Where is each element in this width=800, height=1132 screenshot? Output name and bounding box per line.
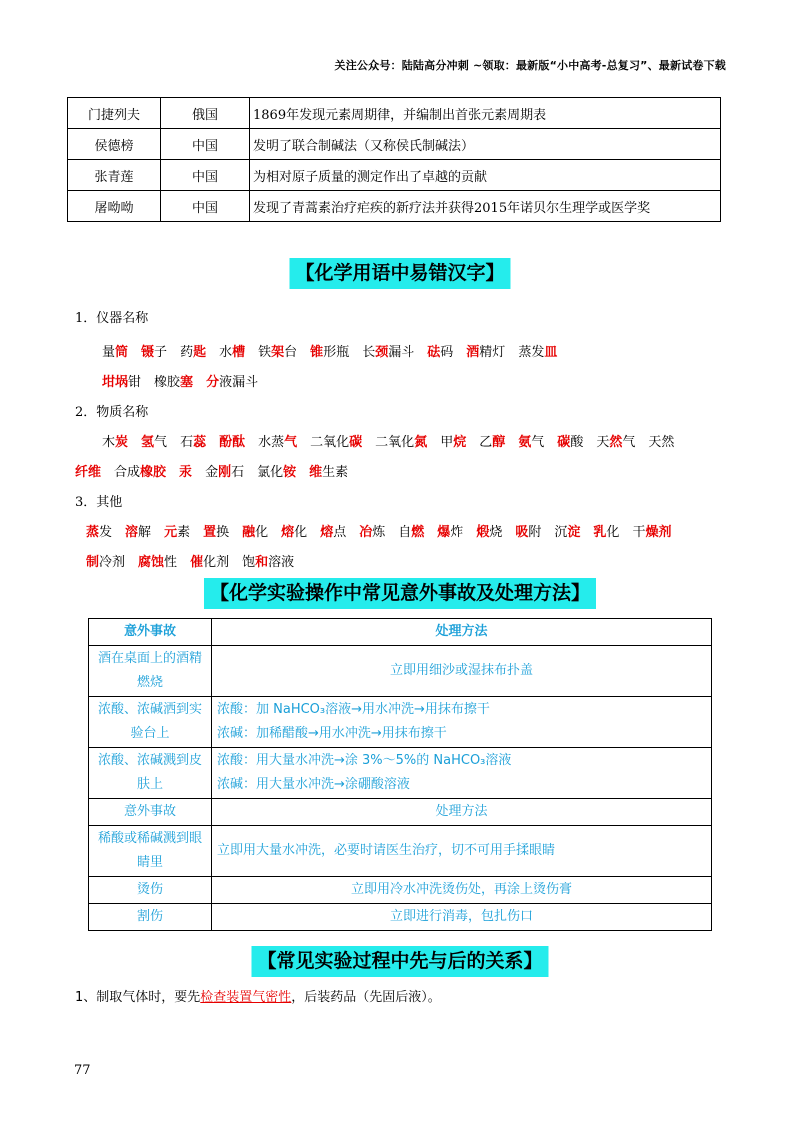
method-cell <box>212 748 712 799</box>
term-highlight: 橡胶 <box>140 465 167 480</box>
term-text: 石 <box>231 465 245 480</box>
term-text: 化剂 <box>203 555 230 570</box>
method-line: 立即进行消毒，包扎伤口 <box>389 909 533 924</box>
table-row <box>68 129 721 160</box>
term-highlight: 醇 <box>492 435 506 450</box>
term <box>375 431 427 450</box>
term <box>258 341 297 360</box>
term-text: 台 <box>284 345 298 360</box>
term <box>310 341 349 360</box>
term <box>205 461 244 480</box>
scientist-achievement: 为相对原子质量的测定作出了卓越的贡献 <box>250 160 721 191</box>
method-line: 立即用大量水冲洗，必要时请医生治疗，切不可用手揉眼睛 <box>217 843 556 858</box>
term-text: 甲 <box>440 435 454 450</box>
term-text: 附 <box>528 525 542 540</box>
term <box>164 521 190 540</box>
term-highlight: 吸 <box>515 525 529 540</box>
term-text: 金 <box>205 465 219 480</box>
accident-cell: 稀酸或稀碱溅到眼睛里 <box>89 826 212 877</box>
term <box>242 521 268 540</box>
term-highlight: 架 <box>271 345 285 360</box>
method-line: 处理方法 <box>435 804 488 819</box>
term-text: 自 <box>398 525 412 540</box>
term-highlight: 炭 <box>115 435 129 450</box>
term-text: 沉 <box>554 525 568 540</box>
term <box>437 521 463 540</box>
term <box>554 521 580 540</box>
term-text: 木 <box>102 435 116 450</box>
method-header: 处理方法 <box>212 619 712 646</box>
term-highlight: 匙 <box>193 345 207 360</box>
term-text: 炼 <box>372 525 386 540</box>
term <box>179 461 192 480</box>
word-row <box>75 461 361 480</box>
term-highlight: 催 <box>190 555 204 570</box>
term-text: 乙 <box>479 435 493 450</box>
section-title-order: 【常见实验过程中先与后的关系】 <box>251 946 548 977</box>
term-highlight: 和 <box>255 555 269 570</box>
scientist-name: 张青莲 <box>68 160 161 191</box>
term-text: 形瓶 <box>323 345 350 360</box>
term-highlight: 氨 <box>518 435 532 450</box>
term-text: 二氧化 <box>310 435 350 450</box>
term <box>154 371 193 390</box>
term <box>138 551 177 570</box>
scientist-country: 中国 <box>161 160 250 191</box>
term-text: 水 <box>219 345 233 360</box>
table-row <box>89 646 712 697</box>
term-highlight: 槽 <box>232 345 246 360</box>
term-text: 二氧化 <box>375 435 415 450</box>
term-text: 解 <box>138 525 152 540</box>
page-number: 77 <box>74 1063 91 1078</box>
term-text: 液漏斗 <box>219 375 259 390</box>
table-row <box>89 697 712 748</box>
term <box>476 521 502 540</box>
term <box>427 341 453 360</box>
term-text: 钳 <box>128 375 142 390</box>
scientist-achievement: 发明了联合制碱法（又称侯氏制碱法） <box>250 129 721 160</box>
method-cell <box>212 697 712 748</box>
term-highlight: 制 <box>86 555 100 570</box>
term-highlight: 筒 <box>115 345 129 360</box>
term <box>518 341 557 360</box>
term-highlight: 融 <box>242 525 256 540</box>
accident-cell: 浓酸、浓碱洒到实验台上 <box>89 697 212 748</box>
table-row <box>68 160 721 191</box>
table-header-row <box>89 619 712 646</box>
term <box>102 431 128 450</box>
term <box>515 521 541 540</box>
term-highlight: 皿 <box>544 345 558 360</box>
term-text: 药 <box>180 345 194 360</box>
term-highlight: 熔 <box>281 525 295 540</box>
term-text: 漏斗 <box>388 345 415 360</box>
term-highlight: 煅 <box>476 525 490 540</box>
method-line: 浓酸：用大量水冲洗→涂 3%～5%的 NaHCO₃溶液 <box>217 753 512 768</box>
method-cell <box>212 877 712 904</box>
term-text: 生素 <box>322 465 349 480</box>
method-line: 浓酸：加 NaHCO₃溶液→用水冲洗→用抹布擦干 <box>217 702 490 717</box>
term <box>359 521 385 540</box>
table-row <box>89 877 712 904</box>
term-highlight: 镊 <box>141 345 155 360</box>
term-text: 子 <box>154 345 168 360</box>
term <box>596 431 635 450</box>
term <box>125 521 151 540</box>
table-row <box>68 191 721 222</box>
section-title-accidents: 【化学实验操作中常见意外事故及处理方法】 <box>204 578 596 609</box>
term-highlight: 坩埚 <box>102 375 129 390</box>
term <box>440 431 466 450</box>
term <box>648 431 674 450</box>
method-cell <box>212 646 712 697</box>
term <box>398 521 424 540</box>
term <box>518 431 544 450</box>
term <box>362 341 414 360</box>
method-line: 立即用冷水冲洗烫伤处，再涂上烫伤膏 <box>350 882 572 897</box>
term-text: 水蒸 <box>258 435 285 450</box>
table-row <box>89 904 712 931</box>
term-text: 铁 <box>258 345 272 360</box>
term <box>190 551 229 570</box>
accident-cell: 意外事故 <box>89 799 212 826</box>
final-item-highlight: 检查装置气密性 <box>200 990 292 1005</box>
term-highlight: 刚 <box>218 465 232 480</box>
term <box>320 521 346 540</box>
term <box>557 431 583 450</box>
term <box>479 431 505 450</box>
term-highlight: 乳 <box>593 525 607 540</box>
method-line: 浓碱：加稀醋酸→用水冲洗→用抹布擦干 <box>217 726 447 741</box>
final-item-suffix: ，后装药品（先固后液）。 <box>291 990 441 1005</box>
term <box>102 341 128 360</box>
word-row <box>102 371 271 390</box>
term-highlight: 纤维 <box>75 465 102 480</box>
term-text: 气 <box>622 435 636 450</box>
scientist-country: 俄国 <box>161 98 250 129</box>
term-text: 天然 <box>648 435 675 450</box>
term-text: 石 <box>180 435 194 450</box>
term-text: 长 <box>362 345 376 360</box>
term <box>206 371 258 390</box>
method-cell <box>212 799 712 826</box>
term-highlight: 溶 <box>125 525 139 540</box>
term-highlight: 维 <box>309 465 323 480</box>
term <box>281 521 307 540</box>
final-item <box>75 986 441 1005</box>
term-text: 码 <box>440 345 454 360</box>
term-highlight: 然 <box>609 435 623 450</box>
term-text: 气 <box>531 435 545 450</box>
term-highlight: 气 <box>284 435 298 450</box>
term-highlight: 铵 <box>283 465 297 480</box>
accident-cell: 浓酸、浓碱溅到皮肤上 <box>89 748 212 799</box>
term-highlight: 淀 <box>567 525 581 540</box>
term <box>114 461 166 480</box>
term <box>75 461 101 480</box>
term-text: 化 <box>294 525 308 540</box>
final-item-prefix: 1、制取气体时，要先 <box>75 990 201 1005</box>
term-highlight: 汞 <box>179 465 193 480</box>
term-highlight: 氮 <box>414 435 428 450</box>
word-row <box>102 341 570 360</box>
term-text: 化 <box>255 525 269 540</box>
term-text: 酸 <box>570 435 584 450</box>
term-highlight: 氢 <box>141 435 155 450</box>
scientist-country: 中国 <box>161 129 250 160</box>
term <box>593 521 619 540</box>
term <box>258 431 297 450</box>
term <box>219 431 245 450</box>
term-text: 点 <box>333 525 347 540</box>
term-text: 气 <box>154 435 168 450</box>
term-text: 冷剂 <box>99 555 126 570</box>
table-row <box>89 748 712 799</box>
term-highlight: 元 <box>164 525 178 540</box>
term-highlight: 塞 <box>180 375 194 390</box>
term-highlight: 腐蚀 <box>138 555 165 570</box>
term-text: 化 <box>606 525 620 540</box>
term-text: 精灯 <box>479 345 506 360</box>
term-text: 橡胶 <box>154 375 181 390</box>
term-highlight: 颈 <box>375 345 389 360</box>
term-highlight: 燃 <box>411 525 425 540</box>
accident-cell: 割伤 <box>89 904 212 931</box>
table-row <box>89 799 712 826</box>
term-highlight: 烷 <box>453 435 467 450</box>
term-text: 发 <box>99 525 113 540</box>
scientist-name: 门捷列夫 <box>68 98 161 129</box>
term <box>180 431 206 450</box>
category-label-others: 3．其他 <box>75 495 123 510</box>
term-text: 合成 <box>114 465 141 480</box>
scientists-table <box>67 97 721 222</box>
term-text: 素 <box>177 525 191 540</box>
term-text: 饱 <box>242 555 256 570</box>
accident-header: 意外事故 <box>89 619 212 646</box>
method-line: 立即用细沙或湿抹布扑盖 <box>389 663 533 678</box>
term-text: 量 <box>102 345 116 360</box>
term-text: 蒸发 <box>518 345 545 360</box>
term-highlight: 砝 <box>427 345 441 360</box>
method-cell <box>212 826 712 877</box>
header-note: 关注公众号：陆陆高分冲刺 ~领取：最新版“小中高考-总复习”、最新试卷下载 <box>334 59 726 72</box>
term <box>242 551 294 570</box>
term <box>141 431 167 450</box>
term-text: 干 <box>632 525 646 540</box>
term-highlight: 置 <box>203 525 217 540</box>
term-highlight: 酚酞 <box>219 435 246 450</box>
category-label-substances: 2．物质名称 <box>75 405 149 420</box>
scientist-achievement: 发现了青蒿素治疗疟疾的新疗法并获得2015年诺贝尔生理学或医学奖 <box>250 191 721 222</box>
term-text: 性 <box>164 555 178 570</box>
term-highlight: 爆 <box>437 525 451 540</box>
word-row <box>102 431 687 450</box>
term <box>466 341 505 360</box>
scientist-name: 屠呦呦 <box>68 191 161 222</box>
term-text: 溶液 <box>268 555 295 570</box>
term-highlight: 分 <box>206 375 220 390</box>
term-highlight: 蒸 <box>86 525 100 540</box>
method-line: 浓碱：用大量水冲洗→涂硼酸溶液 <box>217 777 410 792</box>
term-highlight: 冶 <box>359 525 373 540</box>
term <box>102 371 141 390</box>
table-row <box>68 98 721 129</box>
term-highlight: 酒 <box>466 345 480 360</box>
term-text: 换 <box>216 525 230 540</box>
term-text: 天 <box>596 435 610 450</box>
term <box>141 341 167 360</box>
accidents-table <box>88 618 712 931</box>
term-highlight: 碳 <box>557 435 571 450</box>
section-title-chinese-terms: 【化学用语中易错汉字】 <box>289 258 510 289</box>
term <box>310 431 362 450</box>
scientist-achievement: 1869年发现元素周期律，并编制出首张元素周期表 <box>250 98 721 129</box>
table-row <box>89 826 712 877</box>
word-row <box>86 551 307 570</box>
term-highlight: 燥剂 <box>645 525 672 540</box>
word-row <box>86 521 684 540</box>
term <box>219 341 245 360</box>
term-highlight: 蕊 <box>193 435 207 450</box>
term <box>180 341 206 360</box>
method-cell <box>212 904 712 931</box>
accident-cell: 酒在桌面上的酒精燃烧 <box>89 646 212 697</box>
scientist-country: 中国 <box>161 191 250 222</box>
term <box>309 461 348 480</box>
term <box>86 521 112 540</box>
term <box>203 521 229 540</box>
term-text: 烧 <box>489 525 503 540</box>
term-text: 氯化 <box>257 465 284 480</box>
term <box>632 521 671 540</box>
term <box>257 461 296 480</box>
category-label-instruments: 1．仪器名称 <box>75 311 149 326</box>
term-highlight: 熔 <box>320 525 334 540</box>
term-highlight: 锥 <box>310 345 324 360</box>
accident-cell: 烫伤 <box>89 877 212 904</box>
term-text: 炸 <box>450 525 464 540</box>
scientist-name: 侯德榜 <box>68 129 161 160</box>
term <box>86 551 125 570</box>
term-highlight: 碳 <box>349 435 363 450</box>
